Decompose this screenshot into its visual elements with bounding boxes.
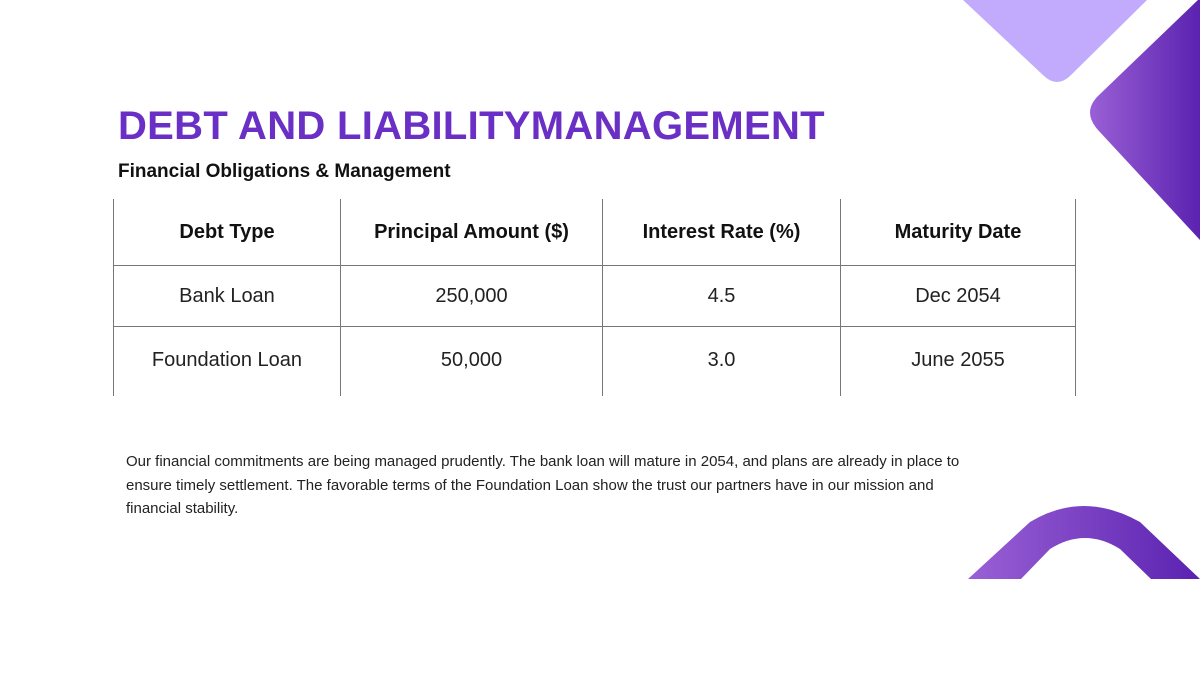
debt-table (113, 199, 1076, 396)
table-header-row (114, 199, 1076, 266)
gradient-arch-shape (968, 506, 1200, 579)
table-row (114, 266, 1076, 327)
cell-maturity: Dec 2054 (841, 266, 1076, 327)
cell-debt-type: Bank Loan (114, 266, 341, 327)
cell-maturity: June 2055 (841, 327, 1076, 396)
header-interest: Interest Rate (%) (603, 199, 841, 266)
cell-principal: 50,000 (341, 327, 603, 396)
header-principal: Principal Amount ($) (341, 199, 603, 266)
header-maturity: Maturity Date (841, 199, 1076, 266)
header-debt-type: Debt Type (114, 199, 341, 266)
page-title: DEBT AND LIABILITYMANAGEMENT (118, 104, 825, 148)
cell-principal: 250,000 (341, 266, 603, 327)
light-triangle-shape (963, 0, 1147, 82)
table-row (114, 327, 1076, 396)
cell-interest: 3.0 (603, 327, 841, 396)
summary-paragraph: Our financial commitments are being managed prudently. The bank loan will mature in 2054, and plans are already in place to ensure timely settlement. The favorable terms of the Foundation Loan show the trust our partners have in our mission and financial stability. (126, 453, 960, 517)
cell-interest: 4.5 (603, 266, 841, 327)
cell-debt-type: Foundation Loan (114, 327, 341, 396)
page-subtitle: Financial Obligations & Management (118, 161, 451, 182)
